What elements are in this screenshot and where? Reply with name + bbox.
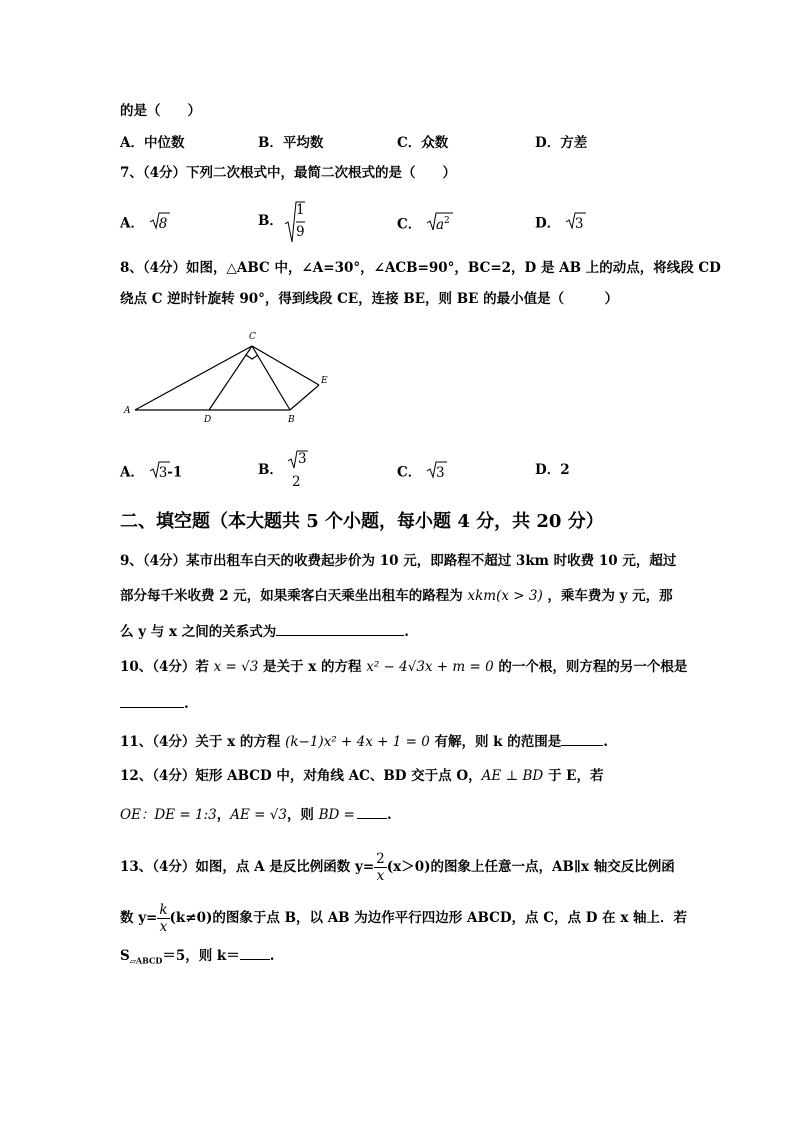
q8-option-c	[397, 460, 445, 486]
q9-line-1: 9、（4分）某市出租车白天的收费起步价为 10 元，即路程不超过 3km 时收费 10 元，超过	[120, 553, 677, 569]
q6-tail: 的是（ ）	[120, 103, 201, 119]
q9-line-3-text: 么 y 与 x 之间的关系式为	[120, 624, 277, 640]
q8-option-c-label: C．	[397, 464, 422, 481]
q9-line-2-text: 部分每千米收费 2 元，如果乘客白天乘坐出租车的路程为	[120, 588, 468, 604]
q8-option-a-label: A．	[120, 464, 144, 481]
q11-answer-blank[interactable]	[561, 731, 603, 746]
q12-answer-blank[interactable]	[357, 804, 387, 819]
q11-equation: (k−1)x² + 4x + 1 = 0	[285, 734, 430, 750]
q8-b-numerator: 3	[298, 451, 307, 467]
q9-line-3	[120, 621, 409, 642]
q8-option-d-label: D．	[535, 462, 561, 478]
q12-comma: ，	[216, 807, 231, 823]
q10-line-1	[120, 657, 687, 677]
q10-prefix: 10、（4分）若	[120, 659, 214, 675]
q8-d-value: 2	[560, 462, 570, 478]
q13-prefix: 13、（4分）如图，点 A 是反比例函数 y=	[120, 859, 375, 875]
one-ninth-denominator: 9	[296, 224, 305, 240]
label-e: E	[321, 376, 328, 386]
q7-option-a-label: A．	[120, 215, 144, 232]
a-exponent: 2	[444, 216, 450, 226]
segment-ce	[252, 346, 319, 385]
q13-line-1-tail: (x＞0)的图象上任意一点，AB∥x 轴交反比例函	[386, 859, 675, 875]
q12-ae-expr: AE = √3	[230, 807, 287, 823]
minus-one: -1	[167, 464, 183, 481]
q7-option-a	[120, 211, 167, 237]
q12-bd-expr: BD =	[318, 807, 355, 823]
q12-period: .	[387, 807, 392, 823]
q7-option-b-label: B．	[258, 213, 283, 229]
q7-option-d-label: D．	[535, 215, 561, 232]
segment-cd	[209, 346, 252, 410]
q8-option-a	[120, 460, 182, 486]
label-a: A	[124, 406, 131, 416]
q10-period: .	[184, 696, 189, 712]
q13-line-3-text: ＝5，则 k＝	[162, 948, 240, 964]
q9-line-2	[120, 586, 673, 606]
right-angle-mark	[246, 355, 258, 359]
q10-root-expr: x = √3	[213, 659, 259, 675]
q8-triangle-figure	[118, 326, 338, 428]
q11-tail: 有解，则 k 的范围是	[429, 734, 562, 750]
q13-line-3	[120, 945, 274, 971]
q8-option-d	[535, 460, 570, 480]
q8-b-denominator: 2	[292, 474, 301, 490]
q6-option-c: C．众数	[397, 135, 449, 151]
label-d: D	[204, 415, 212, 425]
q13-line-1	[120, 851, 675, 884]
q12-then: ，则	[286, 807, 319, 823]
q8-line-2: 绕点 C 逆时针旋转 90°，得到线段 CE，连接 BE，则 BE 的最小值是（ ）	[120, 291, 619, 307]
sqrt-3-value: 3	[574, 215, 584, 232]
q13-area-subscript: ▱ABCD	[129, 955, 163, 966]
q13-line-2-prefix: 数 y=	[120, 910, 158, 926]
q11-period: .	[603, 734, 608, 750]
q13-fraction-2-over-x	[374, 851, 387, 884]
q12-line-1	[120, 766, 603, 786]
q13-frac1-num: 2	[376, 851, 385, 867]
q13-line-2	[120, 902, 687, 935]
q11-prefix: 11、（4分）关于 x 的方程	[120, 734, 286, 750]
q9-distance-expr: xkm(x > 3)	[467, 588, 543, 604]
q7-stem: 7、（4分）下列二次根式中，最简二次根式的是（ ）	[120, 165, 457, 181]
q13-frac2-num: k	[159, 902, 168, 918]
q13-frac2-den: x	[159, 919, 168, 935]
q6-option-a: A．中位数	[120, 135, 185, 151]
q12-line-2	[120, 804, 392, 825]
q6-option-d: D．方差	[535, 135, 588, 151]
q12-prefix: 12、（4分）矩形 ABCD 中，对角线 AC、BD 交于点 O，	[120, 768, 482, 784]
q13-area-symbol: S	[120, 948, 130, 964]
q12-line-1-tail: 于 E，若	[543, 768, 604, 784]
q10-answer-blank[interactable]	[120, 693, 184, 708]
q7-option-c-label: C．	[397, 216, 422, 233]
sqrt-3-c-value: 3	[435, 464, 445, 481]
segment-be	[290, 385, 319, 410]
label-b: B	[288, 415, 295, 425]
sqrt-3-a-value: 3	[158, 464, 168, 481]
q10-tail: 的一个根，则方程的另一个根是	[493, 659, 688, 675]
q9-period: .	[404, 624, 409, 640]
q8-option-b-label: B．	[258, 462, 283, 478]
q13-line-2-tail: (k≠0)的图象于点 B，以 AB 为边作平行四边形 ABCD，点 C，点 D 在 x 轴上．若	[169, 910, 688, 926]
a-value: a	[435, 216, 445, 233]
q7-option-d	[535, 211, 584, 237]
label-c: C	[249, 332, 256, 342]
q9-line-2-tail: ，乘车费为 y 元，那	[542, 588, 673, 604]
q10-middle: 是关于 x 的方程	[258, 659, 367, 675]
q13-frac1-den: x	[376, 868, 385, 884]
q8-line-1: 8、（4分）如图，△ABC 中，∠A=30°，∠ACB=90°，BC=2，D 是 AB 上的动点，将线段 CD	[120, 260, 721, 276]
q12-perp-expr: AE ⊥ BD	[481, 768, 544, 784]
section-2-title: 二、填空题（本大题共 5 个小题，每小题 4 分，共 20 分）	[120, 511, 604, 532]
q13-answer-blank[interactable]	[240, 945, 270, 960]
q6-option-b: B．平均数	[258, 135, 324, 151]
sqrt-8-value: 8	[158, 215, 168, 232]
q13-period: .	[269, 948, 275, 964]
q9-answer-blank[interactable]	[276, 621, 404, 636]
q10-line-2	[120, 693, 189, 714]
q12-ratio-expr: OE：DE = 1:3	[120, 807, 217, 823]
q10-equation: x² − 4√3x + m = 0	[366, 659, 494, 675]
q13-fraction-k-over-x	[157, 902, 169, 935]
segment-ac	[135, 346, 252, 410]
one-ninth-numerator: 1	[296, 202, 305, 218]
q11-line	[120, 731, 608, 752]
q7-option-c	[397, 211, 450, 239]
